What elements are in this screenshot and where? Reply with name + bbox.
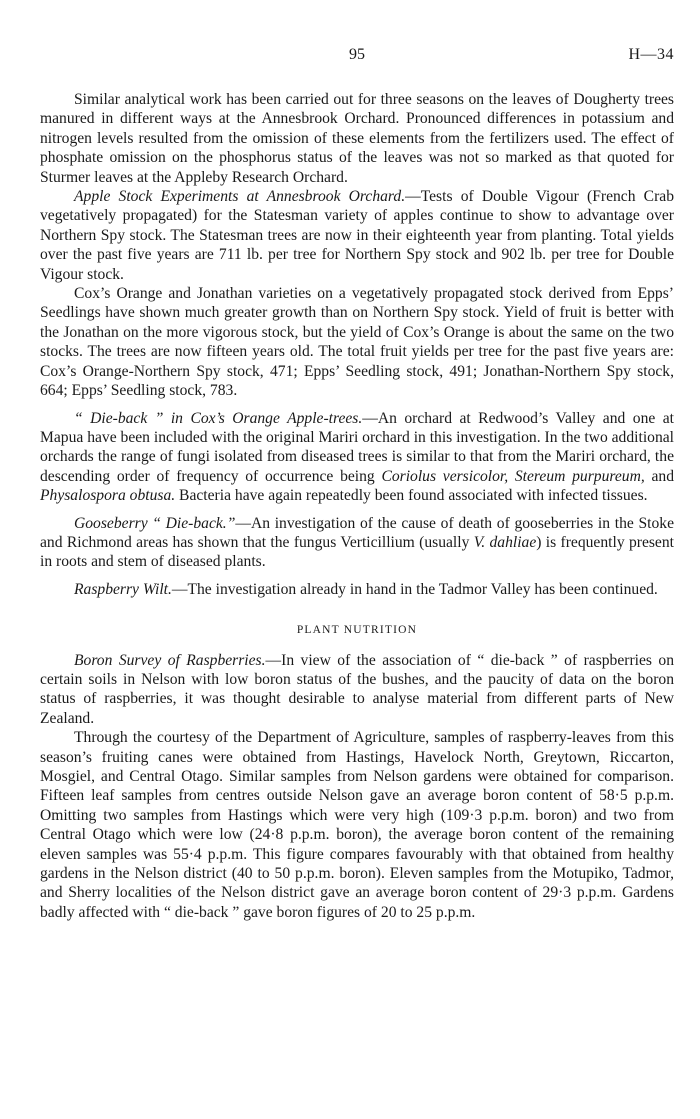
paragraph-text: and	[644, 467, 674, 485]
species-name: Physalospora obtusa.	[40, 487, 176, 505]
paragraph-lead: Gooseberry “ Die-back.”	[74, 514, 236, 532]
page-header	[40, 46, 674, 66]
document-body	[40, 90, 674, 922]
paragraph-text: Bacteria have again repeatedly been found associated with infected tissues.	[175, 487, 648, 505]
page-number: 95	[349, 46, 365, 63]
paragraph-text: Through the courtesy of the Department of Agriculture, samples of raspberry-leaves from this season’s fruiting canes were obtained from Hastings, Havelock North, Greytown, Riccarton, Mosgiel, and Central Otago. Similar samples from Nelson gardens were obtained for comparison. Fifteen leaf samples from centres outside Nelson gave an average boron content of 58·5 p.p.m. Omitting two samples from Hastings which were very high (109·3 p.p.m. boron) and two from Central Otago which were low (24·8 p.p.m. boron), the average boron content of the remaining eleven samples was 55·4 p.p.m. This figure compares favourably with that obtained from healthy gardens in the Nelson district (40 to 50 p.p.m. boron). Eleven samples from the Motupiko, Tadmor, and Sherry localities of the Nelson district gave an average boron content of 29·3 p.p.m. Gardens badly affected with “ die-back ” gave boron figures of 20 to 25 p.p.m.	[40, 729, 674, 921]
paragraph-text: —Tests of Double Vigour (French Crab vegetatively propagated) for the Statesman variety of apples continue to show to advantage over Northern Spy stock. The Statesman trees are now in their eighteenth year from planting. Total yields over the past five years are 711 lb. per tree for Northern Spy stock and 902 lb. per tree for Double Vigour stock.	[40, 188, 674, 283]
paragraph-leaf-analysis	[40, 90, 674, 187]
paragraph-die-back-cox	[40, 409, 674, 506]
paragraph-raspberry-wilt	[40, 580, 674, 599]
paragraph-text: Similar analytical work has been carried out for three seasons on the leaves of Dougherty trees manured in different ways at the Annesbrook Orchard. Pronounced differences in potassium and nitrogen levels resulted from the omission of these elements from the fertilizers used. The effect of phosphate omission on the phosphorus status of the leaves was not so marked as that quoted for Sturmer leaves at the Appleby Research Orchard.	[40, 91, 674, 186]
paragraph-text: ) is frequently present in roots and stem of diseased plants.	[40, 533, 674, 571]
paragraph-text: —An orchard at Redwood’s Valley and one at Mapua have been included with the original Mariri orchard in this investigation. In the two additional orchards the range of fungi isolated from diseased trees is similar to that from the Mariri orchard, the descending order of frequency of occurrence being	[40, 409, 675, 485]
section-heading: PLANT NUTRITION	[296, 624, 418, 637]
paragraph-lead: Raspberry Wilt.	[74, 580, 172, 598]
paragraph-text: —An investigation of the cause of death of gooseberries in the Stoke and Richmond areas has shown that the fungus Verticillium (usually	[40, 514, 674, 551]
paragraph-raspberry-samples	[40, 728, 674, 922]
paragraph-lead: Boron Survey of Raspberries.	[74, 651, 266, 669]
paragraph-text: —The investigation already in hand in the Tadmor Valley has been continued.	[171, 580, 658, 598]
document-page	[40, 0, 674, 1119]
paragraph-text: —In view of the association of “ die-back ” of raspberries on certain soils in Nelson with low boron status of the bushes, and the paucity of data on the boron status of raspberries, it was thought desirable to analyse material from different parts of New Zealand.	[40, 651, 675, 727]
paragraph-gooseberry	[40, 514, 674, 572]
paragraph-boron-survey	[40, 651, 674, 729]
paragraph-text: Cox’s Orange and Jonathan varieties on a vegetatively propagated stock derived from Epps’ Seedlings have shown much greater growth than on Northern Spy stock. Yield of fruit is better with the Jonathan on the more vigorous stock, but the yield of Cox’s Orange is about the same on the two stocks. The trees are now fifteen years old. The total fruit yields per tree for the past five years are: Cox’s Orange-Northern Spy stock, 471; Epps’ Seedling stock, 491; Jonathan-Northern Spy stock, 664; Epps’ Seedling stock, 783.	[40, 285, 674, 400]
species-names: Coriolus versicolor, Stereum purpureum,	[381, 467, 645, 485]
paragraph-apple-stock	[40, 187, 674, 284]
document-reference: H—34	[628, 46, 674, 63]
paragraph-lead: “ Die-back ” in Cox’s Orange Apple-trees.	[74, 409, 363, 427]
paragraph-lead: Apple Stock Experiments at Annesbrook Orchard.	[74, 188, 406, 206]
paragraph-cox-jonathan	[40, 284, 674, 400]
species-name: V. dahliae	[473, 533, 537, 551]
